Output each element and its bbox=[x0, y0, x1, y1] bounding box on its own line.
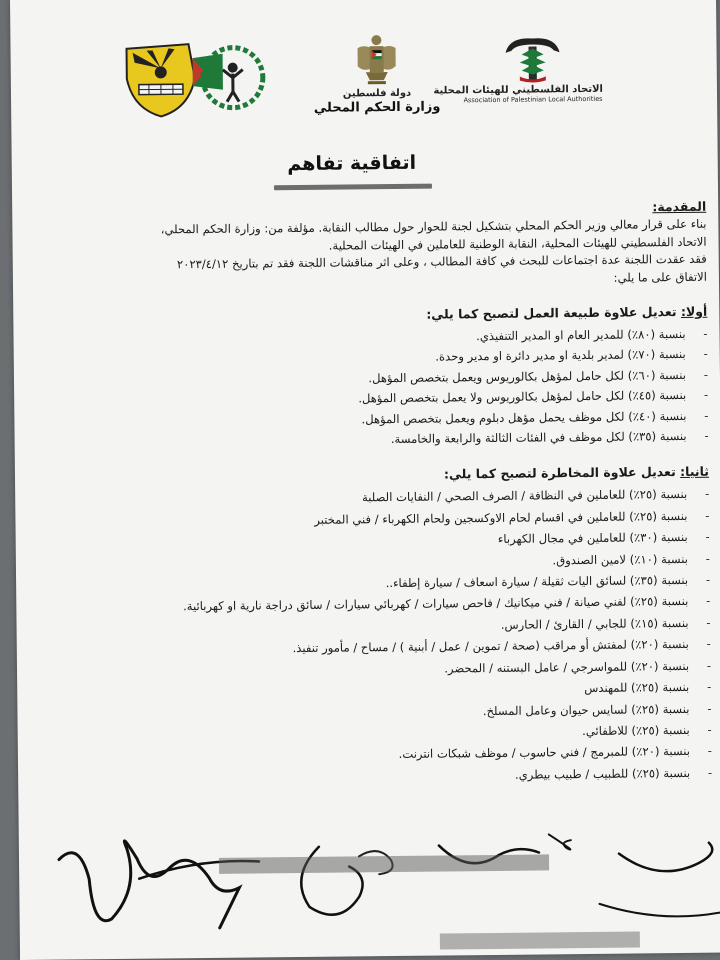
list-item: - بنسبة (٣٥٪) لسائق اليات ثقيلة / سيارة اسعاف / سيارة إطفاء.. bbox=[385, 572, 711, 591]
syndicate-logo-icon bbox=[122, 37, 283, 119]
list-item: - بنسبة (٣٥٪) لكل موظف في الفئات الثالثة والرابعة والخامسة. bbox=[390, 428, 709, 447]
list-item: - بنسبة (٢٥٪) للعاملين في اقسام لحام الاوكسجين ولحام الكهرباء / فني المختبر bbox=[314, 508, 710, 527]
risk-allowance-list bbox=[21, 484, 712, 791]
list-item: - بنسبة (٢٥٪) لفني صيانة / فني ميكانيك / فاحص سيارات / كهربائي سيارات / سائق دراجة نارية او كهربائية. bbox=[182, 594, 711, 614]
eagle-emblem-icon bbox=[353, 32, 400, 86]
section-1-number: أولا: bbox=[680, 303, 708, 319]
union-name-arabic: الاتحاد الفلسطيني للهيئات المحلية bbox=[433, 83, 604, 97]
list-item: - بنسبة (٢٥٪) للاطفائي. bbox=[582, 722, 712, 738]
document-page bbox=[10, 0, 720, 960]
union-logo-icon bbox=[497, 32, 568, 85]
list-item: - بنسبة (٦٠٪) لكل حامل لمؤهل بكالوريوس ويعمل بتخصص المؤهل. bbox=[368, 367, 709, 386]
state-name: دولة فلسطين bbox=[342, 87, 412, 100]
syndicate-logo bbox=[122, 37, 283, 119]
intro-heading: المقدمة: bbox=[652, 198, 707, 215]
list-item: - بنسبة (٤٥٪) لكل حامل لمؤهل بكالوريوس ولا يعمل بتخصص المؤهل. bbox=[358, 387, 709, 406]
title-underline bbox=[274, 184, 432, 191]
intro-line: بناء على قرار معالي وزير الحكم المحلي بتشكيل لجنة للحوار حول مطالب النقابة. مؤلفة من: وزارة الحكم المحلي، bbox=[160, 216, 707, 237]
list-item: - بنسبة (١٥٪) للجابي / القارئ / الحارس. bbox=[500, 615, 711, 632]
list-item: - بنسبة (٢٥٪) للعاملين في النظافة / الصرف الصحي / النفايات الصلبة bbox=[361, 487, 710, 505]
ministry-logo bbox=[296, 31, 457, 129]
union-name-english: Association of Palestinian Local Authorities bbox=[463, 94, 603, 105]
list-item: - بنسبة (٢٥٪) للطبيب / طبيب بيطري. bbox=[514, 765, 713, 782]
list-item: - بنسبة (٨٠٪) للمدير العام او المدير التنفيذي. bbox=[476, 326, 708, 344]
list-item: - بنسبة (٢٥٪) لسايس حيوان وعامل المسلخ. bbox=[482, 701, 712, 718]
list-item: - بنسبة (٢٥٪) للمهندس bbox=[584, 679, 712, 696]
intro-line: الاتحاد الفلسطيني للهيئات المحلية، النقابة الوطنية للعاملين في الهيئات المحلية. bbox=[328, 234, 707, 253]
document-title: اتفاقية تفاهم bbox=[287, 151, 417, 176]
list-item: - بنسبة (٢٠٪) للمبرمج / فني حاسوب / موظف شبكات انترنت. bbox=[398, 744, 712, 762]
work-nature-allowance-list bbox=[19, 324, 708, 454]
union-logo bbox=[433, 32, 604, 125]
list-item: - بنسبة (٢٠٪) لمفتش أو مراقب (صحة / تموين / عمل / أبنية ) / مساح / مأمور تنفيذ. bbox=[292, 636, 711, 656]
list-item: - بنسبة (٤٠٪) لكل موظف يحمل مؤهل دبلوم ويعمل بتخصص المؤهل. bbox=[361, 408, 709, 426]
list-item: - بنسبة (٢٠٪) للمواسرجي / عامل البستنه / المحضر. bbox=[444, 658, 712, 676]
list-item: - بنسبة (١٠٪) لامين الصندوق. bbox=[552, 551, 710, 568]
list-item: - بنسبة (٧٠٪) لمدير بلدية او مدير دائرة او مدير وحدة. bbox=[435, 347, 708, 364]
section-2-title: تعديل علاوة المخاطرة لتصبح كما يلي: bbox=[443, 464, 676, 482]
intro-line: الاتفاق على ما يلي: bbox=[613, 269, 708, 285]
signatures-icon bbox=[19, 813, 720, 960]
list-item: - بنسبة (٣٠٪) للعاملين في مجال الكهرباء bbox=[497, 529, 710, 547]
intro-line: فقد عقدت اللجنة عدة اجتماعات للبحث في كافة المطالب ، وعلى اثر مناقشات اللجنة فقد تم بتاريخ ٢٠٢٣/٤/١٢ bbox=[176, 251, 707, 272]
section-1-title: تعديل علاوة طبيعة العمل لتصبح كما يلي: bbox=[426, 304, 677, 322]
document-body bbox=[18, 199, 712, 791]
section-2-number: ثانيا: bbox=[680, 464, 710, 480]
ministry-name: وزارة الحكم المحلي bbox=[313, 99, 441, 116]
